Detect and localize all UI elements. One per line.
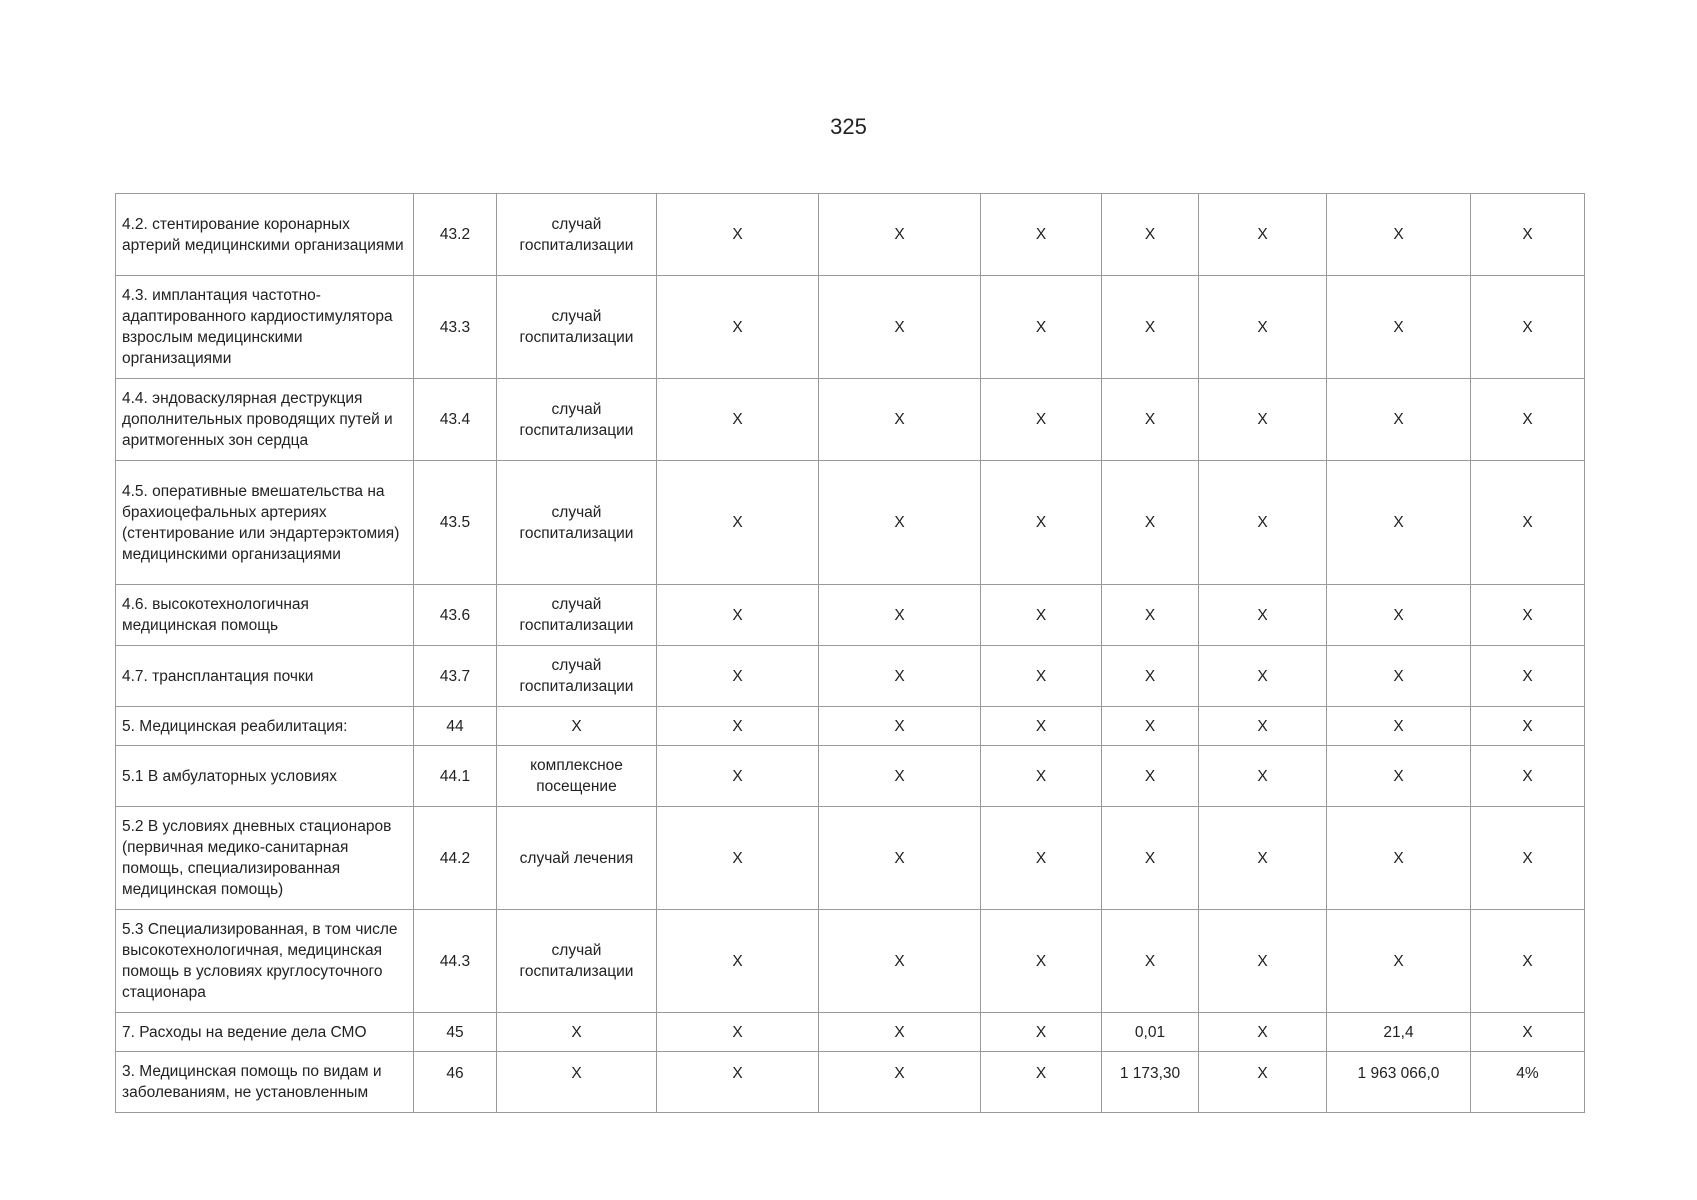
cell: Х xyxy=(1471,910,1585,1013)
cell: Х xyxy=(1327,379,1471,461)
cell: Х xyxy=(657,807,819,910)
cell: Х xyxy=(1199,461,1327,585)
cell: Х xyxy=(981,746,1102,807)
table-row xyxy=(116,707,1585,746)
cell: Х xyxy=(1199,585,1327,646)
cell: Х xyxy=(1199,807,1327,910)
row-code: 43.5 xyxy=(414,461,497,585)
table-row xyxy=(116,194,1585,276)
row-name: 4.4. эндоваскулярная деструкция дополнительных проводящих путей и аритмогенных зон сердца xyxy=(116,379,414,461)
table-row xyxy=(116,646,1585,707)
row-name: 4.7. трансплантация почки xyxy=(116,646,414,707)
row-code: 43.3 xyxy=(414,276,497,379)
row-code: 43.4 xyxy=(414,379,497,461)
cell: Х xyxy=(1199,1052,1327,1113)
cell: Х xyxy=(657,379,819,461)
table-row xyxy=(116,1052,1585,1113)
cell: Х xyxy=(981,1052,1102,1113)
cell: Х xyxy=(1471,807,1585,910)
row-name: 3. Медицинская помощь по видам и заболеваниям, не установленным xyxy=(116,1052,414,1113)
cell: Х xyxy=(657,707,819,746)
cell: 4% xyxy=(1471,1052,1585,1113)
row-name: 7. Расходы на ведение дела СМО xyxy=(116,1013,414,1052)
row-unit: случай лечения xyxy=(497,807,657,910)
row-unit: случай госпитализации xyxy=(497,194,657,276)
cell: Х xyxy=(819,461,981,585)
cell: Х xyxy=(657,585,819,646)
row-unit: случай госпитализации xyxy=(497,461,657,585)
cell: Х xyxy=(1327,276,1471,379)
cell: Х xyxy=(1102,461,1199,585)
cell: Х xyxy=(819,276,981,379)
cell: Х xyxy=(1199,276,1327,379)
cell: Х xyxy=(1327,910,1471,1013)
cell: Х xyxy=(657,461,819,585)
table-row xyxy=(116,1013,1585,1052)
cell: Х xyxy=(819,1013,981,1052)
cell: 1 173,30 xyxy=(1102,1052,1199,1113)
row-unit: случай госпитализации xyxy=(497,646,657,707)
cell: Х xyxy=(819,1052,981,1113)
table-row xyxy=(116,461,1585,585)
cell: 21,4 xyxy=(1327,1013,1471,1052)
cell: Х xyxy=(1327,707,1471,746)
row-unit: Х xyxy=(497,1052,657,1113)
cell: Х xyxy=(1102,746,1199,807)
cell: Х xyxy=(819,646,981,707)
cell: Х xyxy=(819,194,981,276)
row-name: 4.6. высокотехнологичная медицинская помощь xyxy=(116,585,414,646)
cell: Х xyxy=(819,910,981,1013)
cell: Х xyxy=(981,646,1102,707)
row-unit: случай госпитализации xyxy=(497,585,657,646)
row-name: 5.3 Специализированная, в том числе высокотехнологичная, медицинская помощь в условиях круглосуточного стационара xyxy=(116,910,414,1013)
row-code: 46 xyxy=(414,1052,497,1113)
cell: Х xyxy=(981,807,1102,910)
row-unit: Х xyxy=(497,1013,657,1052)
row-unit: случай госпитализации xyxy=(497,276,657,379)
row-name: 5.1 В амбулаторных условиях xyxy=(116,746,414,807)
cell: Х xyxy=(1102,910,1199,1013)
cell: 0,01 xyxy=(1102,1013,1199,1052)
cell: Х xyxy=(1471,276,1585,379)
cell: Х xyxy=(981,194,1102,276)
row-code: 43.6 xyxy=(414,585,497,646)
cell: Х xyxy=(1471,1013,1585,1052)
cell: Х xyxy=(1199,910,1327,1013)
cell: Х xyxy=(1102,276,1199,379)
cell: Х xyxy=(981,1013,1102,1052)
table-row xyxy=(116,276,1585,379)
cell: Х xyxy=(1327,746,1471,807)
cell: Х xyxy=(657,1052,819,1113)
page-number: 325 xyxy=(830,114,867,139)
cell: Х xyxy=(1102,646,1199,707)
cell: Х xyxy=(1199,194,1327,276)
row-unit: случай госпитализации xyxy=(497,910,657,1013)
cell: Х xyxy=(1327,646,1471,707)
cell: Х xyxy=(1471,585,1585,646)
cell: Х xyxy=(981,379,1102,461)
cell: Х xyxy=(1471,646,1585,707)
table-row xyxy=(116,807,1585,910)
cell: Х xyxy=(819,379,981,461)
cell: Х xyxy=(1471,379,1585,461)
cell: Х xyxy=(819,707,981,746)
cell: Х xyxy=(1199,379,1327,461)
cell: Х xyxy=(1471,194,1585,276)
cell: Х xyxy=(1199,707,1327,746)
cell: Х xyxy=(1102,379,1199,461)
table-row xyxy=(116,910,1585,1013)
cell: Х xyxy=(819,746,981,807)
cell: Х xyxy=(819,585,981,646)
row-name: 4.5. оперативные вмешательства на брахиоцефальных артериях (стентирование или эндартерэктомия) медицинскими организациями xyxy=(116,461,414,585)
row-code: 43.7 xyxy=(414,646,497,707)
cell: Х xyxy=(1327,461,1471,585)
cell: Х xyxy=(1199,746,1327,807)
row-unit: случай госпитализации xyxy=(497,379,657,461)
cell: Х xyxy=(1102,807,1199,910)
cell: Х xyxy=(981,910,1102,1013)
cell: Х xyxy=(981,461,1102,585)
cell: Х xyxy=(1471,461,1585,585)
cell: Х xyxy=(981,707,1102,746)
table-row xyxy=(116,746,1585,807)
cell: Х xyxy=(819,807,981,910)
row-name: 4.2. стентирование коронарных артерий медицинскими организациями xyxy=(116,194,414,276)
table-row xyxy=(116,585,1585,646)
cell: Х xyxy=(1102,194,1199,276)
row-name: 5. Медицинская реабилитация: xyxy=(116,707,414,746)
row-unit: комплексное посещение xyxy=(497,746,657,807)
row-name: 4.3. имплантация частотно-адаптированного кардиостимулятора взрослым медицинскими организациями xyxy=(116,276,414,379)
cell: Х xyxy=(657,746,819,807)
cell: Х xyxy=(1102,585,1199,646)
row-code: 44 xyxy=(414,707,497,746)
cell: Х xyxy=(657,1013,819,1052)
cell: Х xyxy=(1199,1013,1327,1052)
cell: Х xyxy=(657,646,819,707)
row-code: 43.2 xyxy=(414,194,497,276)
cell: 1 963 066,0 xyxy=(1327,1052,1471,1113)
row-name: 5.2 В условиях дневных стационаров (первичная медико-санитарная помощь, специализированная медицинская помощь) xyxy=(116,807,414,910)
data-table xyxy=(115,193,1585,1113)
row-unit: Х xyxy=(497,707,657,746)
row-code: 44.2 xyxy=(414,807,497,910)
cell: Х xyxy=(657,910,819,1013)
row-code: 44.3 xyxy=(414,910,497,1013)
cell: Х xyxy=(1471,746,1585,807)
cell: Х xyxy=(1102,707,1199,746)
cell: Х xyxy=(1471,707,1585,746)
cell: Х xyxy=(1199,646,1327,707)
cell: Х xyxy=(657,194,819,276)
row-code: 44.1 xyxy=(414,746,497,807)
row-code: 45 xyxy=(414,1013,497,1052)
cell: Х xyxy=(1327,194,1471,276)
table-row xyxy=(116,379,1585,461)
cell: Х xyxy=(1327,585,1471,646)
cell: Х xyxy=(1327,807,1471,910)
cell: Х xyxy=(657,276,819,379)
cell: Х xyxy=(981,276,1102,379)
cell: Х xyxy=(981,585,1102,646)
